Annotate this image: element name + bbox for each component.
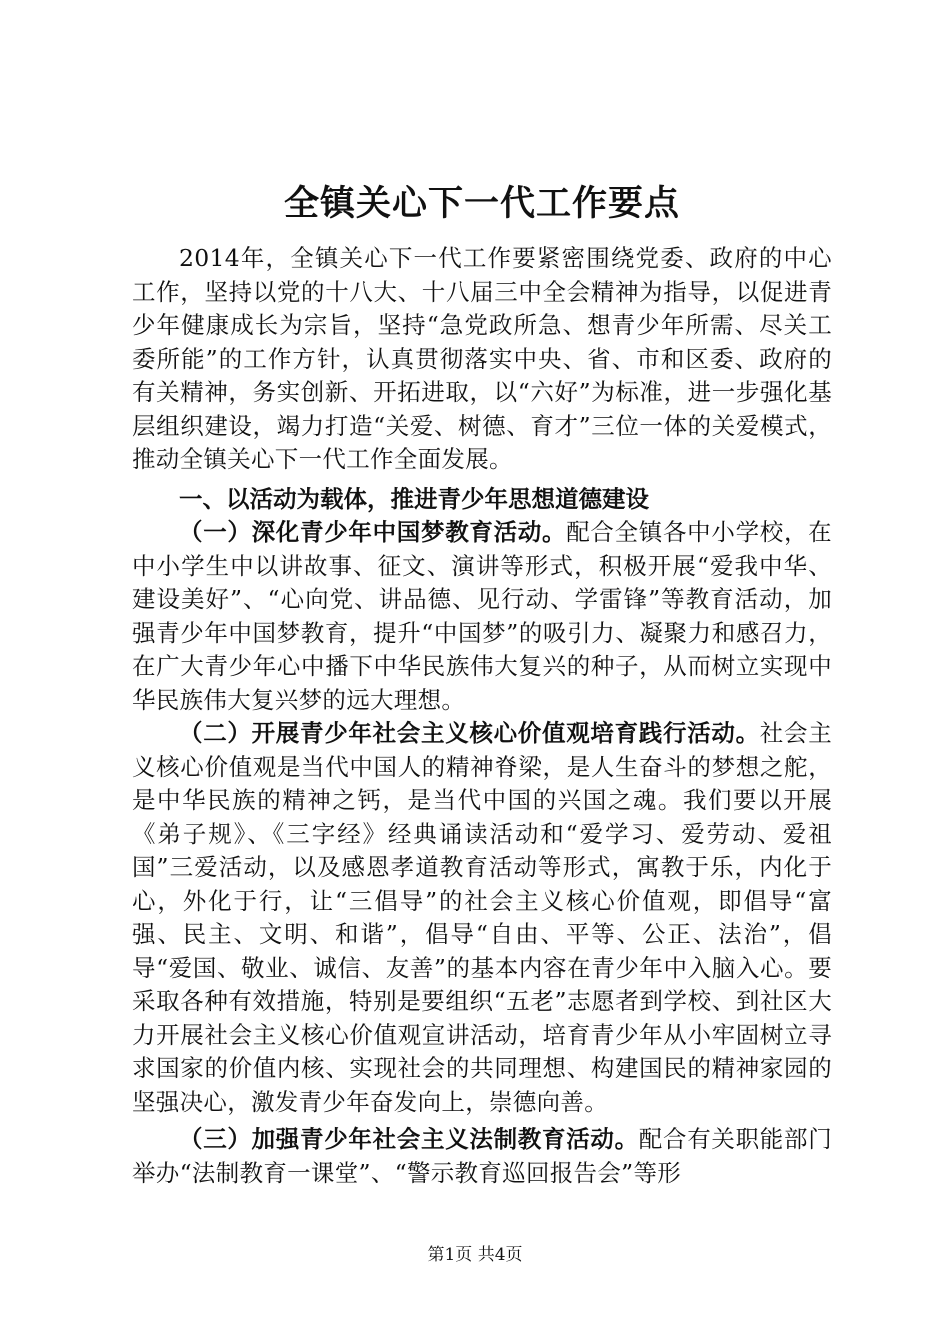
item-body-1: 配合全镇各中小学校，在中小学生中以讲故事、征文、演讲等形式，积极开展“爱我中华、建设美好”、“心向党、讲品德、见行动、学雷锋”等教育活动，加强青少年中国梦教育，提升“中国梦”的吸引力、凝聚力和感召力，在广大青少年心中播下中华民族伟大复兴的种子，从而树立实现中华民族伟大复兴梦的远大理想。 — [132, 518, 832, 714]
item-lead-2: （二）开展青少年社会主义核心价值观培育践行活动。 — [179, 719, 760, 747]
item-lead-1: （一）深化青少年中国梦教育活动。 — [179, 518, 567, 546]
item-paragraph-2 — [132, 717, 832, 1119]
document-title: 全镇关心下一代工作要点 — [283, 184, 680, 224]
item-paragraph-3 — [132, 1123, 832, 1190]
item-lead-3: （三）加强青少年社会主义法制教育活动。 — [179, 1125, 639, 1153]
intro-paragraph: 2014年，全镇关心下一代工作要紧密围绕党委、政府的中心工作，坚持以党的十八大、十八届三中全会精神为指导，以促进青少年健康成长为宗旨，坚持“急党政所急、想青少年所需、尽关工委所能”的工作方针，认真贯彻落实中央、省、市和区委、政府的有关精神，务实创新、开拓进取，以“六好”为标准，进一步强化基层组织建设，竭力打造“关爱、树德、育才”三位一体的关爱模式，推动全镇关心下一代工作全面发展。 — [132, 244, 832, 473]
item-body-3: 配合有关职能部门举办“法制教育一课堂”、“警示教育巡回报告会”等形 — [132, 1125, 832, 1187]
item-body-2: 社会主义核心价值观是当代中国人的精神脊梁，是人生奋斗的梦想之舵，是中华民族的精神之钙，是当代中国的兴国之魂。我们要以开展《弟子规》、《三字经》经典诵读活动和“爱学习、爱劳动、爱祖国”三爱活动，以及感恩孝道教育活动等形式，寓教于乐，内化于心，外化于行，让“三倡导”的社会主义核心价值观，即倡导“富强、民主、文明、和谐”，倡导“自由、平等、公正、法治”，倡导“爱国、敬业、诚信、友善”的基本内容在青少年中入脑入心。要采取各种有效措施，特别是要组织“五老”志愿者到学校、到社区大力开展社会主义核心价值观宣讲活动，培育青少年从小牢固树立寻求国家的价值内核、实现社会的共同理想、构建国民的精神家园的坚强决心，激发青少年奋发向上，崇德向善。 — [132, 719, 832, 1116]
item-paragraph-1 — [132, 516, 832, 717]
page-footer: 第1页 共4页 — [427, 1245, 523, 1265]
section-heading: 一、以活动为载体，推进青少年思想道德建设 — [179, 484, 649, 513]
document-page — [132, 180, 832, 1190]
